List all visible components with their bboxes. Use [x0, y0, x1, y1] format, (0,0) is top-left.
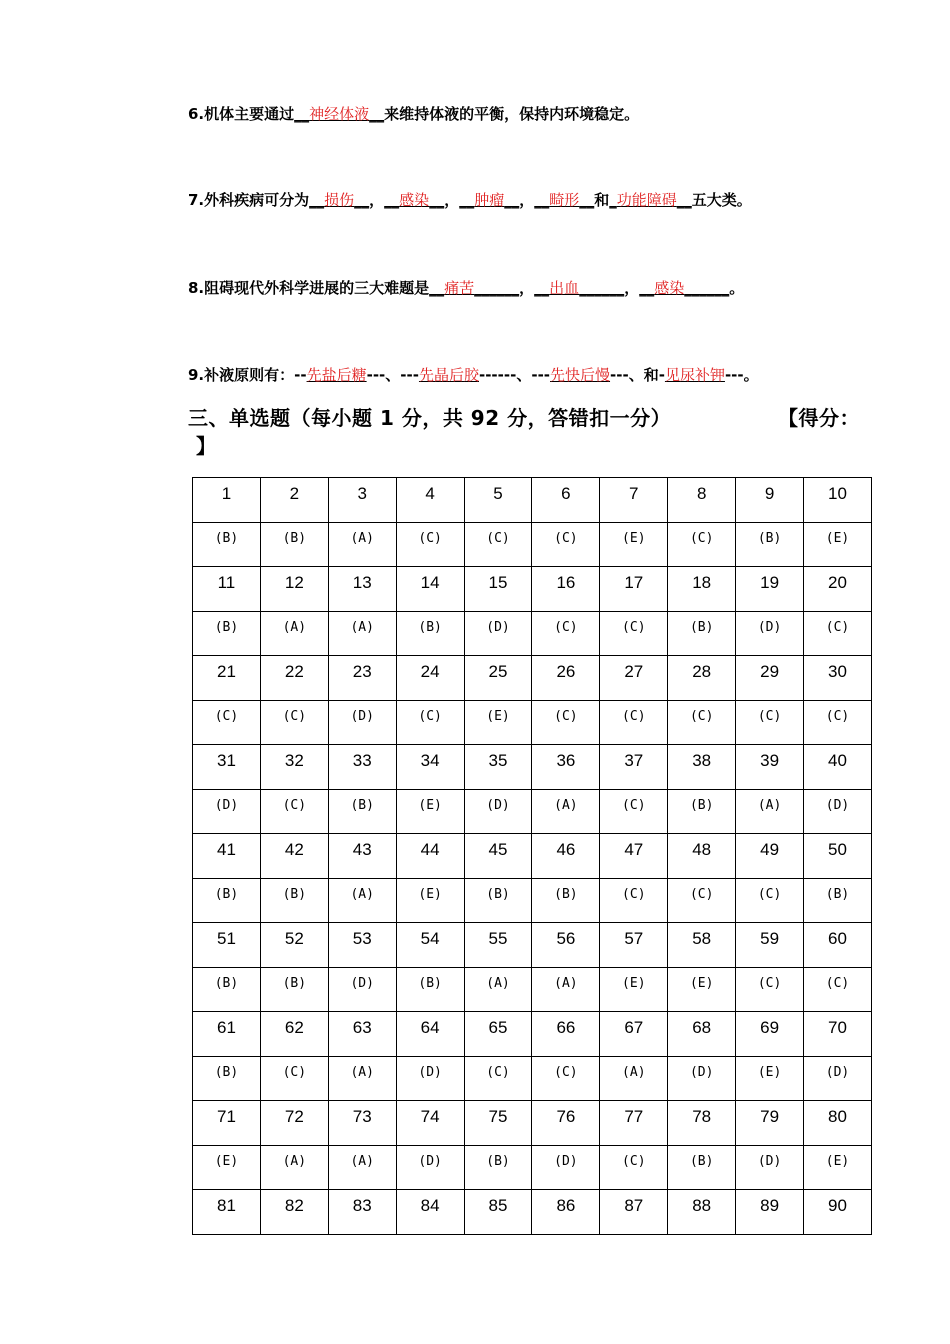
question-number-cell: 4	[396, 478, 464, 523]
answer-row	[193, 1145, 872, 1190]
answer-cell: (B)	[328, 789, 396, 834]
answer-cell: (C)	[532, 611, 600, 656]
blank-underline: __	[534, 279, 550, 297]
question-number-cell: 14	[396, 567, 464, 612]
question-number-cell: 27	[600, 656, 668, 701]
answer-cell: (C)	[736, 967, 804, 1012]
answer-row	[193, 522, 872, 567]
question-number-cell: 23	[328, 656, 396, 701]
question-number-cell: 56	[532, 923, 600, 968]
question-number-cell: 43	[328, 834, 396, 879]
answer-cell: (B)	[260, 967, 328, 1012]
question-number-cell: 60	[804, 923, 872, 968]
question-number-cell: 79	[736, 1101, 804, 1146]
answer-cell: (A)	[736, 789, 804, 834]
question-text: 五大类。	[691, 191, 752, 209]
question-number-cell: 19	[736, 567, 804, 612]
question-number-cell: 25	[464, 656, 532, 701]
answer-row	[193, 1056, 872, 1101]
question-text: ，	[444, 191, 460, 209]
answer-text: 先盐后糖	[306, 366, 367, 384]
answer-cell: (A)	[600, 1056, 668, 1101]
answer-cell: (C)	[736, 878, 804, 923]
answer-text: 先晶后胶	[418, 366, 479, 384]
question-number-row	[193, 656, 872, 701]
answer-cell: (B)	[396, 967, 464, 1012]
question-number-cell: 44	[396, 834, 464, 879]
answer-cell: (A)	[328, 878, 396, 923]
question-number-cell: 83	[328, 1190, 396, 1235]
answer-cell: (D)	[193, 789, 261, 834]
question-number-cell: 22	[260, 656, 328, 701]
question-text: ---。	[724, 366, 759, 384]
question-8	[188, 278, 744, 298]
question-text: 7.外科疾病可分为	[188, 191, 310, 209]
question-number-cell: 89	[736, 1190, 804, 1235]
question-number-cell: 30	[804, 656, 872, 701]
question-number-cell: 84	[396, 1190, 464, 1235]
question-number-cell: 15	[464, 567, 532, 612]
answer-cell: (C)	[600, 878, 668, 923]
score-close-bracket: 】	[196, 434, 217, 458]
answer-cell: (B)	[396, 611, 464, 656]
answer-cell: (E)	[600, 522, 668, 567]
blank-underline: __	[534, 191, 550, 209]
answer-text: 功能障碍	[616, 191, 677, 209]
answer-cell: (B)	[532, 878, 600, 923]
question-number-cell: 52	[260, 923, 328, 968]
answer-cell: (E)	[804, 522, 872, 567]
question-number-cell: 54	[396, 923, 464, 968]
question-number-cell: 86	[532, 1190, 600, 1235]
answer-text: 见尿补钾	[664, 366, 725, 384]
answer-cell: (B)	[464, 878, 532, 923]
answer-text: 出血	[549, 279, 580, 297]
answer-cell: (D)	[532, 1145, 600, 1190]
answer-cell: (C)	[668, 878, 736, 923]
blank-underline: __	[676, 191, 692, 209]
question-number-cell: 31	[193, 745, 261, 790]
question-number-cell: 33	[328, 745, 396, 790]
answer-cell: (C)	[193, 700, 261, 745]
answer-table	[192, 477, 872, 1235]
answer-text: 神经体液	[309, 105, 370, 123]
question-text: ---、---	[366, 366, 419, 384]
answer-cell: (C)	[532, 1056, 600, 1101]
question-number-cell: 20	[804, 567, 872, 612]
question-number-cell: 12	[260, 567, 328, 612]
question-number-cell: 53	[328, 923, 396, 968]
question-number-cell: 78	[668, 1101, 736, 1146]
answer-cell: (C)	[532, 700, 600, 745]
blank-underline: __	[504, 191, 520, 209]
question-number-cell: 17	[600, 567, 668, 612]
answer-row	[193, 789, 872, 834]
blank-underline: __	[639, 279, 655, 297]
answer-cell: (B)	[736, 522, 804, 567]
question-number-cell: 29	[736, 656, 804, 701]
blank-underline: __	[429, 279, 445, 297]
blank-underline: __	[294, 105, 310, 123]
answer-cell: (C)	[464, 1056, 532, 1101]
answer-cell: (C)	[736, 700, 804, 745]
question-number-cell: 68	[668, 1012, 736, 1057]
question-number-cell: 28	[668, 656, 736, 701]
answer-cell: (C)	[804, 967, 872, 1012]
question-number-cell: 64	[396, 1012, 464, 1057]
answer-cell: (D)	[328, 967, 396, 1012]
question-text: 和	[594, 191, 610, 209]
question-number-cell: 3	[328, 478, 396, 523]
question-number-cell: 1	[193, 478, 261, 523]
question-number-cell: 51	[193, 923, 261, 968]
question-number-cell: 32	[260, 745, 328, 790]
answer-cell: (D)	[736, 611, 804, 656]
question-text: 9.补液原则有：--	[188, 366, 307, 384]
question-number-cell: 73	[328, 1101, 396, 1146]
answer-cell: (E)	[193, 1145, 261, 1190]
question-number-cell: 67	[600, 1012, 668, 1057]
question-text: ，	[369, 191, 385, 209]
answer-cell: (A)	[260, 611, 328, 656]
question-number-cell: 39	[736, 745, 804, 790]
answer-cell: (A)	[464, 967, 532, 1012]
question-number-cell: 81	[193, 1190, 261, 1235]
answer-cell: (A)	[532, 967, 600, 1012]
question-number-cell: 80	[804, 1101, 872, 1146]
question-number-cell: 75	[464, 1101, 532, 1146]
question-number-cell: 42	[260, 834, 328, 879]
question-number-cell: 74	[396, 1101, 464, 1146]
question-number-cell: 26	[532, 656, 600, 701]
question-number-cell: 34	[396, 745, 464, 790]
answer-cell: (B)	[464, 1145, 532, 1190]
question-number-cell: 47	[600, 834, 668, 879]
answer-row	[193, 700, 872, 745]
question-number-cell: 82	[260, 1190, 328, 1235]
question-number-cell: 70	[804, 1012, 872, 1057]
question-number-cell: 85	[464, 1190, 532, 1235]
answer-text: 损伤	[324, 191, 355, 209]
question-number-cell: 88	[668, 1190, 736, 1235]
answer-text: 先快后慢	[550, 366, 611, 384]
answer-text: 感染	[399, 191, 430, 209]
question-number-cell: 77	[600, 1101, 668, 1146]
question-number-cell: 24	[396, 656, 464, 701]
answer-cell: (E)	[396, 789, 464, 834]
blank-underline: ______	[579, 279, 625, 297]
answer-cell: (E)	[804, 1145, 872, 1190]
question-number-cell: 46	[532, 834, 600, 879]
question-number-cell: 62	[260, 1012, 328, 1057]
answer-cell: (C)	[532, 522, 600, 567]
question-number-cell: 48	[668, 834, 736, 879]
question-number-cell: 61	[193, 1012, 261, 1057]
answer-cell: (B)	[193, 967, 261, 1012]
answer-cell: (C)	[260, 789, 328, 834]
question-number-cell: 37	[600, 745, 668, 790]
question-number-cell: 6	[532, 478, 600, 523]
answer-cell: (D)	[668, 1056, 736, 1101]
answer-cell: (A)	[328, 522, 396, 567]
question-text: 6.机体主要通过	[188, 105, 295, 123]
blank-underline: ______	[474, 279, 520, 297]
answer-cell: (E)	[464, 700, 532, 745]
answer-text: 畸形	[549, 191, 580, 209]
section-heading	[188, 404, 878, 458]
answer-cell: (C)	[260, 700, 328, 745]
question-number-row	[193, 1190, 872, 1235]
answer-cell: (B)	[193, 1056, 261, 1101]
question-text: ，	[624, 279, 640, 297]
question-number-cell: 10	[804, 478, 872, 523]
question-number-cell: 9	[736, 478, 804, 523]
score-label: 【得分：	[778, 406, 860, 430]
question-number-cell: 58	[668, 923, 736, 968]
blank-underline: __	[369, 105, 385, 123]
answer-cell: (C)	[396, 700, 464, 745]
blank-underline: __	[309, 191, 325, 209]
question-number-cell: 35	[464, 745, 532, 790]
question-number-cell: 8	[668, 478, 736, 523]
answer-cell: (C)	[396, 522, 464, 567]
question-text: 8.阻碍现代外科学进展的三大难题是	[188, 279, 430, 297]
answer-cell: (B)	[260, 522, 328, 567]
question-number-cell: 55	[464, 923, 532, 968]
answer-cell: (D)	[328, 700, 396, 745]
answer-text: 痛苦	[444, 279, 475, 297]
answer-cell: (D)	[464, 789, 532, 834]
answer-cell: (D)	[396, 1145, 464, 1190]
answer-cell: (E)	[736, 1056, 804, 1101]
answer-cell: (D)	[464, 611, 532, 656]
question-text: 来维持体液的平衡，保持内环境稳定。	[384, 105, 640, 123]
question-number-cell: 72	[260, 1101, 328, 1146]
question-number-cell: 76	[532, 1101, 600, 1146]
answer-cell: (B)	[193, 878, 261, 923]
answer-cell: (C)	[668, 522, 736, 567]
question-text: 。	[729, 279, 745, 297]
question-number-cell: 45	[464, 834, 532, 879]
blank-underline: __	[459, 191, 475, 209]
question-text: ，	[519, 279, 535, 297]
question-number-cell: 18	[668, 567, 736, 612]
answer-cell: (E)	[600, 967, 668, 1012]
answer-cell: (A)	[532, 789, 600, 834]
question-number-cell: 66	[532, 1012, 600, 1057]
question-text: ------、---	[478, 366, 551, 384]
answer-cell: (A)	[328, 1145, 396, 1190]
blank-underline: _	[609, 191, 617, 209]
section-title-text: 三、单选题（每小题 1 分，共 92 分，答错扣一分）	[188, 406, 672, 430]
blank-underline: __	[354, 191, 370, 209]
answer-cell: (B)	[193, 522, 261, 567]
answer-cell: (B)	[668, 611, 736, 656]
answer-cell: (E)	[396, 878, 464, 923]
question-number-row	[193, 1012, 872, 1057]
question-number-cell: 49	[736, 834, 804, 879]
blank-underline: ______	[684, 279, 730, 297]
answer-cell: (C)	[600, 789, 668, 834]
answer-cell: (D)	[736, 1145, 804, 1190]
question-number-cell: 69	[736, 1012, 804, 1057]
answer-cell: (C)	[600, 700, 668, 745]
answer-cell: (D)	[804, 789, 872, 834]
answer-cell: (C)	[668, 700, 736, 745]
answer-cell: (E)	[668, 967, 736, 1012]
question-number-cell: 7	[600, 478, 668, 523]
answer-cell: (B)	[668, 789, 736, 834]
question-number-cell: 57	[600, 923, 668, 968]
question-text: ，	[519, 191, 535, 209]
answer-text: 感染	[654, 279, 685, 297]
answer-row	[193, 967, 872, 1012]
question-number-cell: 11	[193, 567, 261, 612]
question-number-cell: 90	[804, 1190, 872, 1235]
question-number-cell: 41	[193, 834, 261, 879]
answer-cell: (B)	[668, 1145, 736, 1190]
question-number-row	[193, 1101, 872, 1146]
question-number-cell: 2	[260, 478, 328, 523]
blank-underline: __	[579, 191, 595, 209]
question-number-cell: 38	[668, 745, 736, 790]
answer-cell: (C)	[804, 700, 872, 745]
question-number-cell: 36	[532, 745, 600, 790]
question-number-row	[193, 478, 872, 523]
blank-underline: __	[429, 191, 445, 209]
question-number-cell: 5	[464, 478, 532, 523]
answer-cell: (D)	[804, 1056, 872, 1101]
answer-cell: (A)	[328, 611, 396, 656]
question-number-row	[193, 923, 872, 968]
question-number-cell: 40	[804, 745, 872, 790]
answer-cell: (C)	[600, 611, 668, 656]
answer-row	[193, 611, 872, 656]
question-number-cell: 71	[193, 1101, 261, 1146]
answer-cell: (D)	[396, 1056, 464, 1101]
answer-text: 肿瘤	[474, 191, 505, 209]
question-number-cell: 65	[464, 1012, 532, 1057]
answer-cell: (A)	[328, 1056, 396, 1101]
answer-cell: (A)	[260, 1145, 328, 1190]
question-number-cell: 63	[328, 1012, 396, 1057]
answer-cell: (B)	[260, 878, 328, 923]
question-9	[188, 365, 759, 385]
answer-cell: (C)	[464, 522, 532, 567]
question-7	[188, 190, 752, 210]
question-number-cell: 21	[193, 656, 261, 701]
answer-cell: (B)	[193, 611, 261, 656]
answer-cell: (C)	[600, 1145, 668, 1190]
answer-cell: (C)	[804, 611, 872, 656]
question-number-row	[193, 834, 872, 879]
question-number-cell: 13	[328, 567, 396, 612]
question-number-cell: 50	[804, 834, 872, 879]
question-number-cell: 87	[600, 1190, 668, 1235]
question-number-cell: 16	[532, 567, 600, 612]
question-number-row	[193, 745, 872, 790]
question-number-row	[193, 567, 872, 612]
answer-cell: (B)	[804, 878, 872, 923]
question-text: ---、和-	[610, 366, 665, 384]
question-number-cell: 59	[736, 923, 804, 968]
answer-row	[193, 878, 872, 923]
blank-underline: __	[384, 191, 400, 209]
answer-cell: (C)	[260, 1056, 328, 1101]
question-6	[188, 104, 639, 124]
